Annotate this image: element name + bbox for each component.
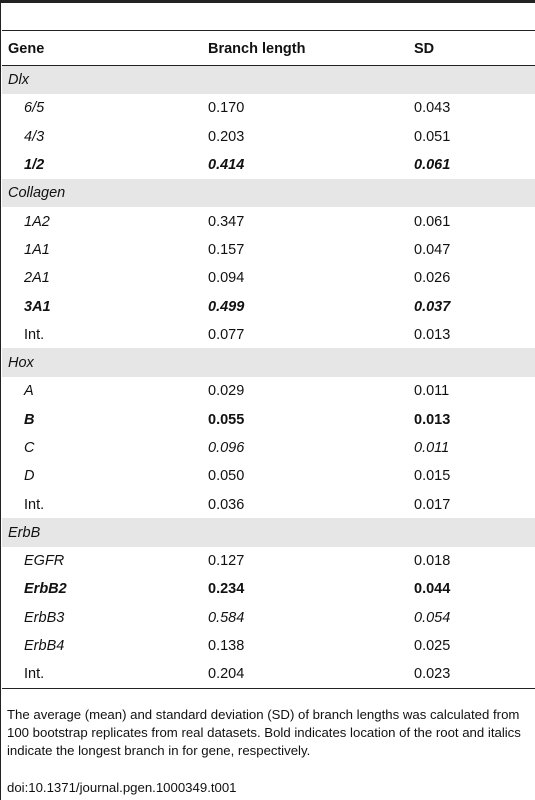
cell-branch-length: 0.499	[208, 298, 245, 315]
cell-sd: 0.051	[414, 128, 451, 145]
header-gene: Gene	[2, 31, 208, 66]
group-row	[2, 179, 535, 207]
table-row	[2, 631, 535, 659]
group-fill	[208, 518, 414, 546]
cell-sd: 0.026	[414, 270, 451, 287]
table-row	[2, 292, 535, 320]
table-row	[2, 122, 535, 150]
table-row	[2, 490, 535, 518]
cell-gene: ErbB2	[24, 581, 67, 598]
cell-gene: 2A1	[24, 270, 50, 287]
group-fill	[414, 518, 535, 546]
group-label: Dlx	[2, 66, 208, 94]
cell-sd: 0.061	[414, 157, 451, 174]
group-fill	[414, 66, 535, 94]
top-rule	[1, 0, 535, 3]
table-row	[2, 94, 535, 122]
group-fill	[414, 179, 535, 207]
cell-sd: 0.013	[414, 326, 451, 343]
cell-sd: 0.023	[414, 660, 535, 688]
table-row	[2, 603, 535, 631]
group-row	[2, 518, 535, 546]
table-row	[2, 433, 535, 461]
cell-sd: 0.054	[414, 609, 451, 626]
cell-sd: 0.011	[414, 440, 450, 456]
table-row	[2, 660, 535, 688]
cell-sd: 0.061	[414, 213, 451, 230]
cell-sd: 0.044	[414, 581, 451, 598]
cell-gene: ErbB3	[24, 609, 65, 626]
header-sd: SD	[414, 31, 535, 66]
cell-gene: Int.	[24, 496, 45, 513]
header-branch-length: Branch length	[208, 31, 414, 66]
table-row	[2, 150, 535, 178]
cell-branch-length: 0.077	[208, 326, 245, 343]
cell-branch-length: 0.203	[208, 128, 245, 145]
table-footnote: The average (mean) and standard deviation (SD) of branch lengths was calculated from 100 bootstrap replicates from real datasets. Bold indicates location of the root and italics indicate the longest branch in for gene, respectively.	[7, 707, 521, 758]
cell-sd: 0.025	[414, 638, 451, 655]
cell-branch-length: 0.204	[208, 660, 414, 688]
group-fill	[414, 348, 535, 376]
cell-branch-length: 0.347	[208, 213, 245, 230]
cell-sd: 0.043	[414, 100, 451, 117]
cell-sd: 0.017	[414, 496, 451, 513]
cell-branch-length: 0.170	[208, 100, 245, 117]
table-row	[2, 320, 535, 348]
cell-gene: B	[24, 411, 35, 428]
group-label: Collagen	[2, 179, 208, 207]
cell-gene: 1A2	[24, 213, 50, 230]
cell-branch-length: 0.127	[208, 553, 245, 570]
table-row	[2, 207, 535, 235]
group-label: ErbB	[2, 518, 208, 546]
cell-branch-length: 0.055	[208, 411, 245, 428]
cell-gene: ErbB4	[24, 638, 65, 655]
cell-gene: C	[24, 440, 35, 456]
table-row	[2, 462, 535, 490]
doi-line: doi:10.1371/journal.pgen.1000349.t001	[7, 780, 237, 795]
cell-sd: 0.013	[414, 411, 451, 428]
cell-gene: 4/3	[24, 128, 45, 145]
group-row	[2, 66, 535, 94]
cell-sd: 0.037	[414, 298, 451, 315]
cell-branch-length: 0.096	[208, 440, 245, 456]
cell-sd: 0.018	[414, 553, 451, 570]
cell-gene: EGFR	[24, 553, 65, 570]
cell-branch-length: 0.036	[208, 496, 245, 513]
cell-gene: 1/2	[24, 157, 45, 174]
cell-branch-length: 0.157	[208, 241, 245, 258]
cell-branch-length: 0.050	[208, 468, 245, 485]
header-row	[2, 31, 535, 66]
table-row	[2, 575, 535, 603]
cell-sd: 0.015	[414, 468, 451, 485]
cell-branch-length: 0.414	[208, 157, 245, 174]
cell-branch-length: 0.138	[208, 638, 245, 655]
cell-gene: D	[24, 468, 35, 485]
table-row	[2, 547, 535, 575]
table-body	[2, 66, 535, 689]
cell-gene: Int.	[24, 326, 45, 343]
cell-gene: 6/5	[24, 100, 45, 117]
cell-sd: 0.011	[414, 383, 450, 400]
cell-gene: 3A1	[24, 298, 51, 315]
cell-branch-length: 0.029	[208, 383, 245, 400]
group-row	[2, 348, 535, 376]
table-row	[2, 405, 535, 433]
table-row	[2, 264, 535, 292]
cell-gene: Int.	[2, 660, 208, 688]
branch-length-table	[2, 30, 535, 689]
group-fill	[208, 348, 414, 376]
cell-gene: A	[24, 383, 34, 400]
cell-branch-length: 0.234	[208, 581, 245, 598]
cell-branch-length: 0.584	[208, 609, 245, 626]
group-fill	[208, 66, 414, 94]
table-row	[2, 377, 535, 405]
table-row	[2, 235, 535, 263]
group-label: Hox	[2, 348, 208, 376]
cell-sd: 0.047	[414, 241, 451, 258]
cell-branch-length: 0.094	[208, 270, 245, 287]
cell-gene: 1A1	[24, 241, 50, 258]
group-fill	[208, 179, 414, 207]
